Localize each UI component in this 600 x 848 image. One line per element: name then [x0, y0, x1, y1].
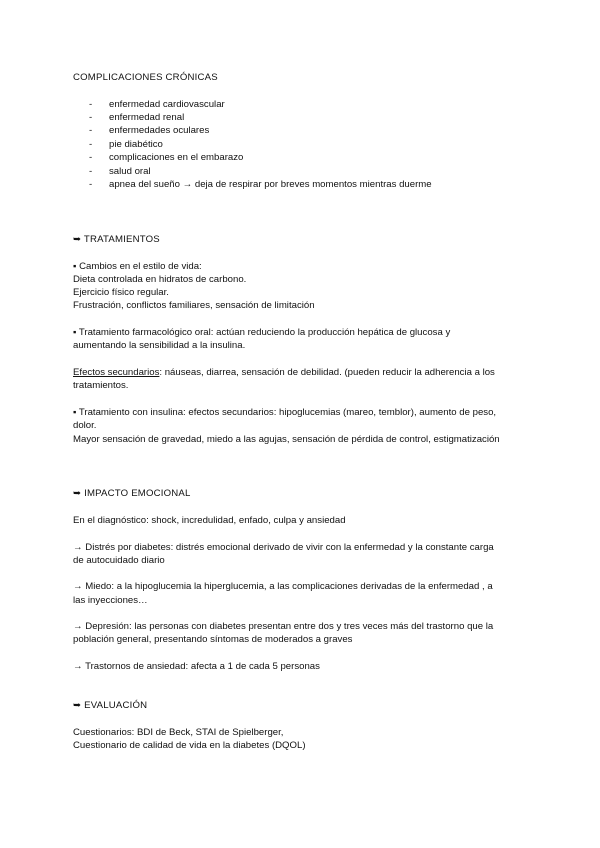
dash-marker: -	[89, 139, 93, 150]
paragraph-line: ▪ Cambios en el estilo de vida:	[73, 261, 202, 272]
paragraph-line: → Depresión: las personas con diabetes presentan entre dos y tres veces más del trastorno que la	[73, 621, 494, 632]
paragraph-line: aumentando la sensibilidad a la insulina.	[73, 340, 246, 351]
paragraph-line: Cuestionarios: BDI de Beck, STAI de Spielberger,	[73, 727, 284, 738]
paragraph-line: Mayor sensación de gravedad, miedo a las agujas, sensación de pérdida de control, estigmatización	[73, 434, 500, 445]
paragraph-line: población general, presentando síntomas de moderados a graves	[73, 634, 353, 645]
section-title-complicaciones: COMPLICACIONES CRÓNICAS	[73, 72, 218, 83]
list-item-text: enfermedad cardiovascular	[109, 99, 225, 110]
list-item-text: enfermedades oculares	[109, 125, 210, 136]
paragraph-line: ▪ Tratamiento farmacológico oral: actúan reduciendo la producción hepática de glucosa y	[73, 327, 451, 338]
paragraph-line: Frustración, conflictos familiares, sensación de limitación	[73, 300, 315, 311]
efectos-secundarios-label: Efectos secundarios	[73, 367, 160, 378]
dash-marker: -	[89, 125, 93, 136]
list-item-text: pie diabético	[109, 139, 163, 150]
paragraph-line: → Miedo: a la hipoglucemia la hiperglucemia, a las complicaciones derivadas de la enfermedad , a	[73, 581, 493, 592]
dash-marker: -	[89, 99, 93, 110]
paragraph-line: de autocuidado diario	[73, 555, 165, 566]
section-title-evaluacion: ➥ EVALUACIÓN	[73, 700, 148, 711]
paragraph-line: las inyecciones…	[73, 595, 148, 606]
dash-marker: -	[89, 179, 93, 190]
paragraph-line: ▪ Tratamiento con insulina: efectos secundarios: hipoglucemias (mareo, temblor), aumento de peso,	[73, 407, 497, 418]
paragraph-line: Dieta controlada en hidratos de carbono.	[73, 274, 247, 285]
paragraph-line: → Distrés por diabetes: distrés emocional derivado de vivir con la enfermedad y la constante carga	[73, 542, 494, 553]
list-item-text: salud oral	[109, 166, 151, 177]
list-item-text: enfermedad renal	[109, 112, 185, 123]
paragraph-line: tratamientos.	[73, 380, 129, 391]
paragraph-line: dolor.	[73, 420, 97, 431]
paragraph-line: Ejercicio físico regular.	[73, 287, 169, 298]
list-item-text: apnea del sueño → deja de respirar por breves momentos mientras duerme	[109, 179, 432, 190]
paragraph-line: → Trastornos de ansiedad: afecta a 1 de cada 5 personas	[73, 661, 320, 672]
dash-marker: -	[89, 112, 93, 123]
section-title-impacto: ➥ IMPACTO EMOCIONAL	[73, 488, 191, 499]
efectos-secundarios-text: : náuseas, diarrea, sensación de debilidad. (pueden reducir la adherencia a los	[159, 367, 495, 378]
paragraph-line: En el diagnóstico: shock, incredulidad, enfado, culpa y ansiedad	[73, 515, 346, 526]
dash-marker: -	[89, 166, 93, 177]
paragraph-line: Cuestionario de calidad de vida en la diabetes (DQOL)	[73, 740, 306, 751]
section-title-tratamientos: ➥ TRATAMIENTOS	[73, 234, 160, 245]
dash-marker: -	[89, 152, 93, 163]
efectos-secundarios-line	[73, 367, 495, 379]
list-item-text: complicaciones en el embarazo	[109, 152, 244, 163]
